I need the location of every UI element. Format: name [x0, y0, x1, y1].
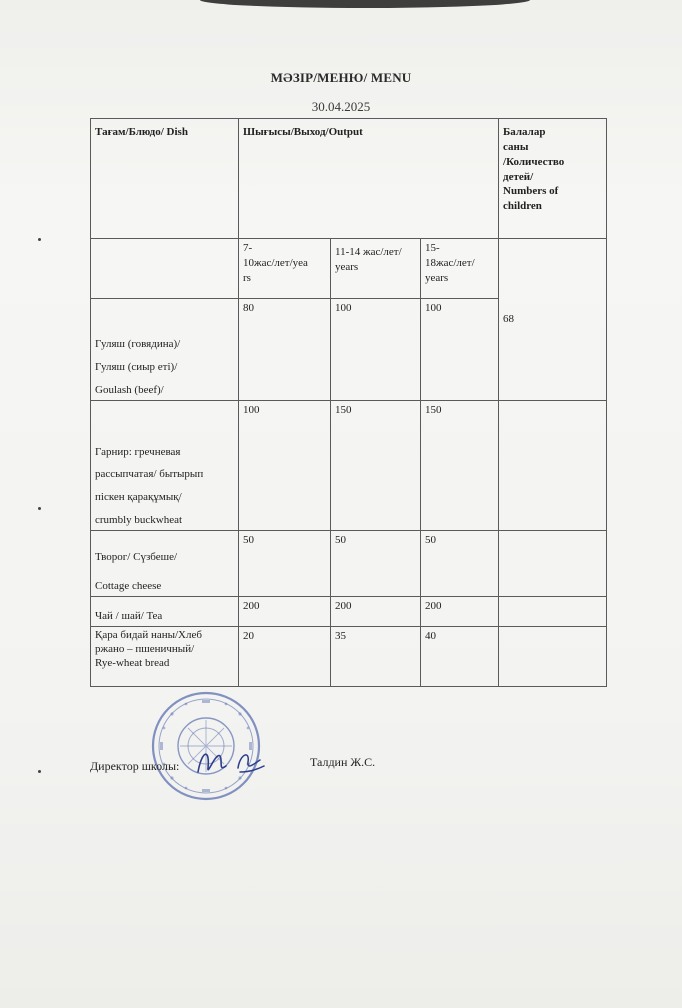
output-7-10: 100 — [239, 401, 331, 531]
children-header-line: детей/ — [503, 170, 534, 183]
output-7-10: 50 — [239, 531, 331, 597]
age-line: years — [335, 260, 359, 273]
age-line: 10жас/лет/yea — [243, 256, 308, 269]
table-row — [91, 531, 607, 597]
children-header-line: саны — [503, 140, 529, 153]
director-name: Талдин Ж.С. — [310, 755, 376, 769]
age-line: years — [425, 271, 449, 284]
output-15-18: 50 — [421, 531, 499, 597]
dish-name — [91, 597, 239, 627]
age-group-15-18 — [421, 239, 499, 299]
dish-line: Гуляш (сиыр еті)/ — [95, 361, 178, 374]
output-11-14: 200 — [331, 597, 421, 627]
age-line: 18жас/лет/ — [425, 256, 475, 269]
output-7-10: 20 — [239, 627, 331, 687]
age-line: 7- — [243, 242, 253, 254]
age-group-row — [91, 239, 607, 299]
dish-line: Гарнир: гречневая — [95, 445, 181, 458]
output-15-18: 150 — [421, 401, 499, 531]
children-cell — [499, 627, 607, 687]
dish-column-header: Тағам/Блюдо/ Dish — [91, 119, 239, 239]
dish-line: рассыпчатая/ бытырып — [95, 468, 204, 481]
table-row — [91, 627, 607, 687]
age-line: 15- — [425, 242, 440, 254]
children-cell — [499, 531, 607, 597]
age-group-11-14 — [331, 239, 421, 299]
dish-line: Чай / шай/ Tea — [95, 610, 163, 623]
output-15-18: 40 — [421, 627, 499, 687]
dish-line: Cottage cheese — [95, 580, 162, 593]
dish-line: ржано – пшеничный/ — [95, 642, 195, 655]
dish-line: Goulash (beef)/ — [95, 384, 164, 397]
table-row — [91, 597, 607, 627]
scan-speck — [38, 770, 41, 773]
output-7-10: 200 — [239, 597, 331, 627]
dish-line: crumbly buckwheat — [95, 514, 183, 527]
dish-line: Творог/ Сүзбеше/ — [95, 551, 178, 564]
dish-line: піскен қарақұмық/ — [95, 491, 182, 504]
output-15-18: 200 — [421, 597, 499, 627]
children-header-line: Балалар — [503, 126, 546, 138]
children-header-line: Numbers of — [503, 185, 559, 198]
children-column-header — [499, 119, 607, 239]
menu-table — [90, 118, 607, 687]
page-title: МӘЗІР/МЕНЮ/ MENU — [270, 70, 412, 85]
children-header-line: children — [503, 200, 542, 213]
director-label: Директор школы: — [90, 759, 180, 773]
dish-name — [91, 531, 239, 597]
age-line: 11-14 жас/лет/ — [335, 246, 402, 258]
output-15-18: 100 — [421, 299, 499, 401]
scan-shadow — [200, 0, 530, 8]
age-group-7-10 — [239, 239, 331, 299]
empty-cell — [91, 239, 239, 299]
signature-row — [90, 755, 610, 785]
children-header-line: /Количество — [503, 155, 565, 168]
dish-line: Rye-wheat bread — [95, 656, 170, 669]
children-cell — [499, 597, 607, 627]
children-total: 68 — [499, 239, 607, 401]
output-11-14: 35 — [331, 627, 421, 687]
dish-name — [91, 627, 239, 687]
table-header-row — [91, 119, 607, 239]
dish-name — [91, 299, 239, 401]
output-11-14: 50 — [331, 531, 421, 597]
dish-line: Қара бидай наны/Хлеб — [95, 629, 202, 641]
output-11-14: 100 — [331, 299, 421, 401]
dish-line: Гуляш (говядина)/ — [95, 338, 181, 351]
children-cell — [499, 401, 607, 531]
menu-date: 30.04.2025 — [311, 99, 371, 114]
output-7-10: 80 — [239, 299, 331, 401]
scan-speck — [38, 238, 41, 241]
scan-speck — [38, 507, 41, 510]
output-column-header: Шығысы/Выход/Output — [239, 119, 499, 239]
dish-name — [91, 401, 239, 531]
table-row — [91, 401, 607, 531]
age-line: rs — [243, 271, 251, 284]
output-11-14: 150 — [331, 401, 421, 531]
